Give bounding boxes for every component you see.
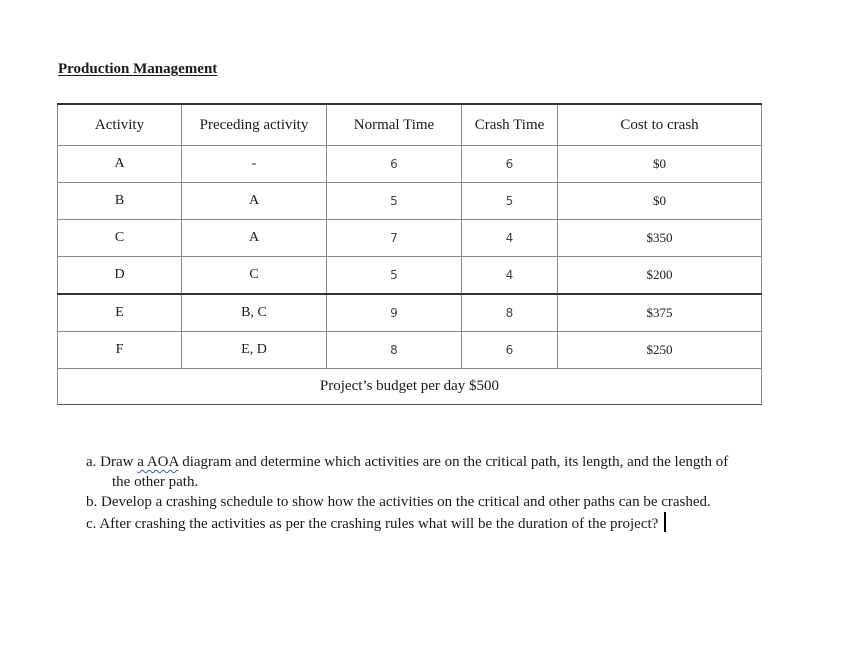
- cell-preceding: -: [182, 146, 327, 183]
- cell-normal-time: 8: [327, 332, 462, 369]
- cell-cost: $375: [558, 294, 762, 332]
- table-row: [58, 294, 762, 332]
- table-row: [58, 257, 762, 295]
- cell-crash-time: 8: [462, 294, 558, 332]
- cell-preceding: A: [182, 220, 327, 257]
- cell-activity: E: [58, 294, 182, 332]
- cell-activity: D: [58, 257, 182, 295]
- cell-preceding: C: [182, 257, 327, 295]
- cell-preceding: A: [182, 183, 327, 220]
- text-cursor[interactable]: [664, 512, 666, 532]
- activity-table: [57, 103, 762, 405]
- cell-normal-time: 7: [327, 220, 462, 257]
- cell-normal-time: 5: [327, 183, 462, 220]
- table-header-row: [58, 104, 762, 146]
- question-a: [86, 452, 746, 492]
- questions-list: [86, 452, 746, 534]
- cell-activity: B: [58, 183, 182, 220]
- cell-crash-time: 4: [462, 257, 558, 295]
- cell-cost: $0: [558, 183, 762, 220]
- cell-preceding: E, D: [182, 332, 327, 369]
- cell-cost: $0: [558, 146, 762, 183]
- cell-cost: $200: [558, 257, 762, 295]
- spellcheck-flag[interactable]: a AOA: [137, 454, 179, 470]
- table-row: [58, 146, 762, 183]
- document-title: Production Management: [58, 61, 218, 77]
- question-a-text: diagram and determine which activities are on the critical path, its length, and the length of the other path.: [112, 454, 729, 490]
- cell-crash-time: 6: [462, 332, 558, 369]
- cell-activity: C: [58, 220, 182, 257]
- cell-cost: $350: [558, 220, 762, 257]
- cell-activity: A: [58, 146, 182, 183]
- question-a-prefix: a. Draw: [86, 454, 138, 470]
- cell-normal-time: 5: [327, 257, 462, 295]
- table-row: [58, 332, 762, 369]
- question-b: b. Develop a crashing schedule to show how the activities on the critical and other paths can be crashed.: [86, 494, 711, 510]
- question-c-text: c. After crashing the activities as per the crashing rules what will be the duration of the project?: [86, 516, 659, 532]
- budget-row: [58, 369, 762, 405]
- header-preceding-activity: Preceding activity: [182, 104, 327, 146]
- header-normal-time: Normal Time: [327, 104, 462, 146]
- cell-crash-time: 6: [462, 146, 558, 183]
- header-cost-to-crash: Cost to crash: [558, 104, 762, 146]
- budget-cell: Project’s budget per day $500: [58, 369, 762, 405]
- cell-activity: F: [58, 332, 182, 369]
- cell-crash-time: 5: [462, 183, 558, 220]
- cell-crash-time: 4: [462, 220, 558, 257]
- cell-normal-time: 6: [327, 146, 462, 183]
- cell-normal-time: 9: [327, 294, 462, 332]
- question-c: [86, 512, 746, 534]
- table-row: [58, 220, 762, 257]
- cell-cost: $250: [558, 332, 762, 369]
- header-crash-time: Crash Time: [462, 104, 558, 146]
- table-row: [58, 183, 762, 220]
- header-activity: Activity: [58, 104, 182, 146]
- cell-preceding: B, C: [182, 294, 327, 332]
